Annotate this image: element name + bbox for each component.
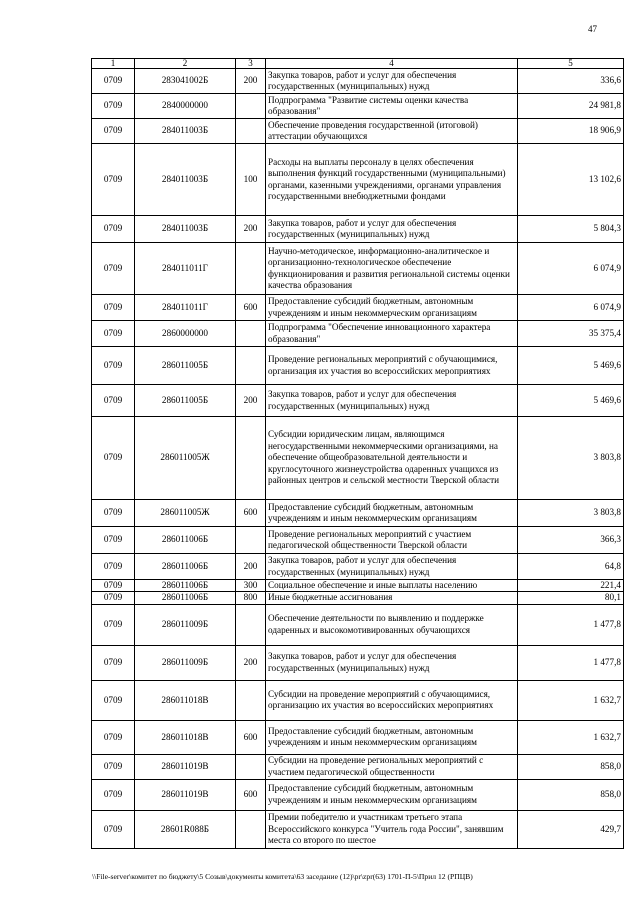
- table-row: [92, 385, 624, 417]
- expense-type-code: 800: [236, 592, 266, 604]
- expense-type-code: [236, 754, 266, 779]
- table-row: [92, 779, 624, 810]
- target-article-code: 286011019В: [135, 754, 236, 779]
- item-amount: 336,6: [518, 69, 624, 94]
- budget-table: [91, 58, 624, 849]
- section-code: 0709: [92, 94, 135, 119]
- item-amount: 858,0: [518, 779, 624, 810]
- section-code: 0709: [92, 592, 135, 604]
- target-article-code: 286011006Б: [135, 592, 236, 604]
- item-amount: 1 477,8: [518, 604, 624, 645]
- footer-file-path: \\File-server\комитет по бюджету\5 Созыв\документы комитета\63 заседание (12)\pr\zpr(63) 1701-П-5\Прил 12 (РПЦВ): [92, 872, 473, 881]
- table-row: [92, 94, 624, 119]
- section-code: 0709: [92, 295, 135, 321]
- expense-type-code: [236, 94, 266, 119]
- item-amount: 221,4: [518, 580, 624, 592]
- expense-type-code: [236, 604, 266, 645]
- section-code: 0709: [92, 645, 135, 680]
- target-article-code: 286011005Б: [135, 385, 236, 417]
- section-code: 0709: [92, 69, 135, 94]
- table-row: [92, 321, 624, 347]
- section-code: 0709: [92, 527, 135, 554]
- expense-type-code: [236, 417, 266, 500]
- section-code: 0709: [92, 144, 135, 216]
- table-row: [92, 527, 624, 554]
- target-article-code: 286011006Б: [135, 527, 236, 554]
- table-row: [92, 645, 624, 680]
- table-row: [92, 680, 624, 720]
- item-amount: 429,7: [518, 810, 624, 848]
- section-code: 0709: [92, 720, 135, 754]
- target-article-code: 286011006Б: [135, 554, 236, 580]
- target-article-code: 286011009Б: [135, 645, 236, 680]
- section-code: 0709: [92, 754, 135, 779]
- expense-type-code: 200: [236, 69, 266, 94]
- target-article-code: 284011003Б: [135, 216, 236, 243]
- item-name: Социальное обеспечение и иные выплаты населению: [266, 580, 518, 592]
- target-article-code: 286011005Ж: [135, 500, 236, 527]
- header-col-1: 1: [92, 59, 135, 69]
- target-article-code: 286011018В: [135, 680, 236, 720]
- item-name: Иные бюджетные ассигнования: [266, 592, 518, 604]
- table-row: [92, 69, 624, 94]
- target-article-code: 283041002Б: [135, 69, 236, 94]
- header-col-4: 4: [266, 59, 518, 69]
- table-row: [92, 754, 624, 779]
- target-article-code: 286011018В: [135, 720, 236, 754]
- item-name: Научно-методическое, информационно-аналитическое и организационно-технологическое обеспечение функционирования и развития региональной системы оценки качества образования: [266, 243, 518, 295]
- item-amount: 6 074,9: [518, 243, 624, 295]
- section-code: 0709: [92, 680, 135, 720]
- item-amount: 64,8: [518, 554, 624, 580]
- item-name: Проведение региональных мероприятий с участием педагогической общественности Тверской области: [266, 527, 518, 554]
- expense-type-code: [236, 810, 266, 848]
- item-amount: 1 632,7: [518, 720, 624, 754]
- item-amount: 24 981,8: [518, 94, 624, 119]
- item-name: Предоставление субсидий бюджетным, автономным учреждениям и иным некоммерческим организациям: [266, 779, 518, 810]
- table-row: [92, 144, 624, 216]
- expense-type-code: 200: [236, 216, 266, 243]
- item-amount: 1 632,7: [518, 680, 624, 720]
- item-name: Закупка товаров, работ и услуг для обеспечения государственных (муниципальных) нужд: [266, 645, 518, 680]
- expense-type-code: [236, 527, 266, 554]
- item-name: Проведение региональных мероприятий с обучающимися, организация их участия во всероссийских мероприятиях: [266, 347, 518, 385]
- item-name: Предоставление субсидий бюджетным, автономным учреждениям и иным некоммерческим организациям: [266, 720, 518, 754]
- item-name: Закупка товаров, работ и услуг для обеспечения государственных (муниципальных) нужд: [266, 385, 518, 417]
- table-row: [92, 592, 624, 604]
- section-code: 0709: [92, 810, 135, 848]
- item-amount: 18 906,9: [518, 119, 624, 144]
- expense-type-code: 100: [236, 144, 266, 216]
- table-row: [92, 554, 624, 580]
- item-amount: 13 102,6: [518, 144, 624, 216]
- section-code: 0709: [92, 243, 135, 295]
- expense-type-code: [236, 680, 266, 720]
- expense-type-code: 600: [236, 295, 266, 321]
- target-article-code: 284011011Г: [135, 243, 236, 295]
- item-amount: 35 375,4: [518, 321, 624, 347]
- section-code: 0709: [92, 580, 135, 592]
- section-code: 0709: [92, 779, 135, 810]
- table-row: [92, 243, 624, 295]
- target-article-code: 286011005Б: [135, 347, 236, 385]
- table-header-row: [92, 59, 624, 69]
- target-article-code: 286011009Б: [135, 604, 236, 645]
- header-col-3: 3: [236, 59, 266, 69]
- item-amount: 5 804,3: [518, 216, 624, 243]
- item-amount: 3 803,8: [518, 500, 624, 527]
- expense-type-code: 600: [236, 500, 266, 527]
- expense-type-code: [236, 243, 266, 295]
- target-article-code: 284011003Б: [135, 119, 236, 144]
- item-name: Обеспечение деятельности по выявлению и поддержке одаренных и высокомотивированных обучающихся: [266, 604, 518, 645]
- item-name: Подпрограмма "Развитие системы оценки качества образования": [266, 94, 518, 119]
- expense-type-code: 300: [236, 580, 266, 592]
- item-amount: 5 469,6: [518, 347, 624, 385]
- section-code: 0709: [92, 385, 135, 417]
- expense-type-code: 200: [236, 554, 266, 580]
- table-row: [92, 720, 624, 754]
- table-row: [92, 119, 624, 144]
- table-row: [92, 604, 624, 645]
- target-article-code: 286011005Ж: [135, 417, 236, 500]
- item-name: Закупка товаров, работ и услуг для обеспечения государственных (муниципальных) нужд: [266, 216, 518, 243]
- section-code: 0709: [92, 321, 135, 347]
- target-article-code: 284011011Г: [135, 295, 236, 321]
- table-row: [92, 295, 624, 321]
- section-code: 0709: [92, 554, 135, 580]
- item-name: Подпрограмма "Обеспечение инновационного характера образования": [266, 321, 518, 347]
- section-code: 0709: [92, 417, 135, 500]
- item-name: Субсидии на проведение региональных мероприятий с участием педагогической общественности: [266, 754, 518, 779]
- table-row: [92, 347, 624, 385]
- target-article-code: 2860000000: [135, 321, 236, 347]
- item-name: Субсидии на проведение мероприятий с обучающимися, организацию их участия во всероссийских мероприятиях: [266, 680, 518, 720]
- section-code: 0709: [92, 119, 135, 144]
- table-row: [92, 216, 624, 243]
- target-article-code: 286011006Б: [135, 580, 236, 592]
- table-row: [92, 810, 624, 848]
- expense-type-code: 200: [236, 645, 266, 680]
- expense-type-code: [236, 321, 266, 347]
- item-amount: 366,3: [518, 527, 624, 554]
- item-amount: 5 469,6: [518, 385, 624, 417]
- target-article-code: 28601R088Б: [135, 810, 236, 848]
- expense-type-code: [236, 119, 266, 144]
- item-amount: 3 803,8: [518, 417, 624, 500]
- item-name: Обеспечение проведения государственной (итоговой) аттестации обучающихся: [266, 119, 518, 144]
- expense-type-code: 200: [236, 385, 266, 417]
- item-amount: 1 477,8: [518, 645, 624, 680]
- item-name: Закупка товаров, работ и услуг для обеспечения государственных (муниципальных) нужд: [266, 554, 518, 580]
- item-name: Закупка товаров, работ и услуг для обеспечения государственных (муниципальных) нужд: [266, 69, 518, 94]
- item-name: Субсидии юридическим лицам, являющимся негосударственными некоммерческими организациями, на обеспечение общеобразовательной деятельности и круглосуточного жизнеустройства одаренных учащихся из районных центров и сельской местности Тверской области: [266, 417, 518, 500]
- expense-type-code: 600: [236, 779, 266, 810]
- section-code: 0709: [92, 604, 135, 645]
- header-col-2: 2: [135, 59, 236, 69]
- section-code: 0709: [92, 216, 135, 243]
- item-amount: 858,0: [518, 754, 624, 779]
- item-amount: 80,1: [518, 592, 624, 604]
- expense-type-code: [236, 347, 266, 385]
- target-article-code: 2840000000: [135, 94, 236, 119]
- target-article-code: 284011003Б: [135, 144, 236, 216]
- item-name: Премии победителю и участникам третьего этапа Всероссийского конкурса "Учитель года России", занявшим места со второго по шестое: [266, 810, 518, 848]
- table-row: [92, 417, 624, 500]
- target-article-code: 286011019В: [135, 779, 236, 810]
- page-number: 47: [588, 24, 597, 34]
- header-col-5: 5: [518, 59, 624, 69]
- table-row: [92, 580, 624, 592]
- section-code: 0709: [92, 500, 135, 527]
- table-row: [92, 500, 624, 527]
- section-code: 0709: [92, 347, 135, 385]
- expense-type-code: 600: [236, 720, 266, 754]
- item-name: Предоставление субсидий бюджетным, автономным учреждениям и иным некоммерческим организациям: [266, 295, 518, 321]
- item-amount: 6 074,9: [518, 295, 624, 321]
- item-name: Расходы на выплаты персоналу в целях обеспечения выполнения функций государственными (муниципальными) органами, казенными учреждениями, органами управления государственными внебюджетными фондами: [266, 144, 518, 216]
- item-name: Предоставление субсидий бюджетным, автономным учреждениям и иным некоммерческим организациям: [266, 500, 518, 527]
